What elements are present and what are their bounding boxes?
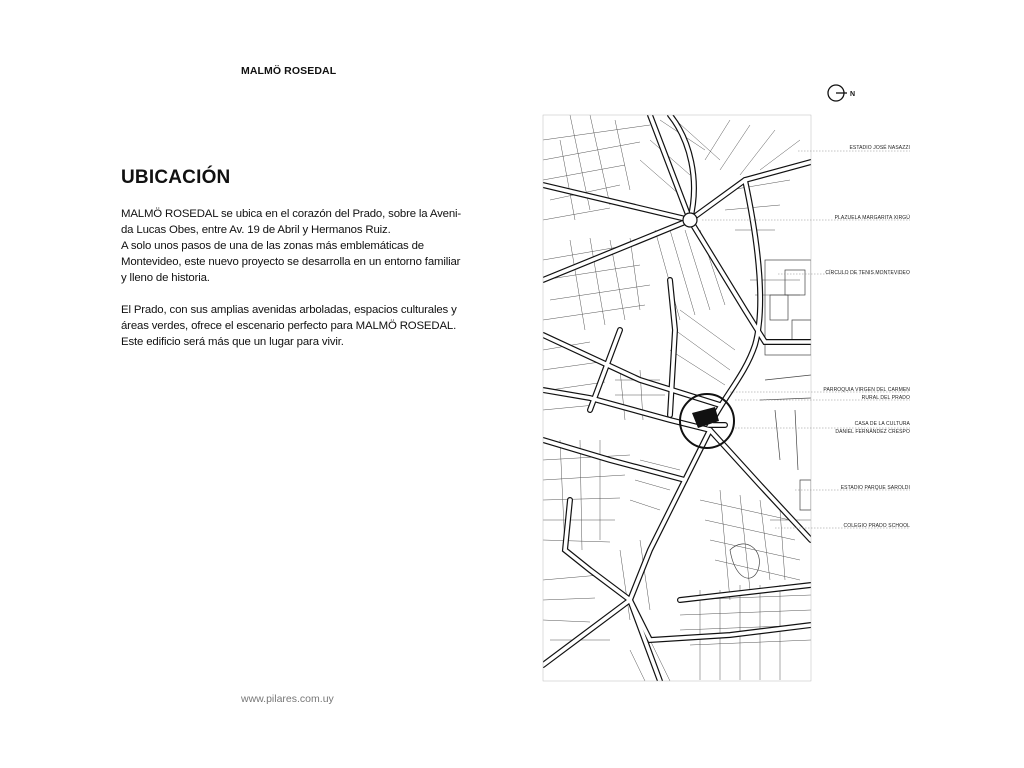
label-plazuela-margarita-xirgu: PLAZUELA MARGARITA XIRGÚ (834, 215, 910, 221)
north-arrow-icon (828, 85, 855, 101)
footer-url: www.pilares.com.uy (241, 693, 334, 705)
label-daniel-fernandez-crespo: DANIEL FERNÁNDEZ CRESPO (835, 429, 910, 435)
label-parroquia-virgen-del-carmen: PARROQUIA VIRGEN DEL CARMEN (823, 387, 910, 393)
label-estadio-nasazzi: ESTADIO JOSÉ NASAZZI (849, 145, 910, 151)
body-line: A solo unos pasos de una de las zonas más emblemáticas de (121, 240, 424, 252)
body-line: Este edificio será más que un lugar para vivir. (121, 336, 344, 348)
label-circulo-tenis-montevideo: CÍRCULO DE TENIS MONTEVIDEO (825, 270, 910, 276)
label-estadio-parque-saroldi: ESTADIO PARQUE SAROLDI (840, 485, 910, 491)
body-line: Montevideo, este nuevo proyecto se desarrolla en un entorno familiar (121, 256, 461, 268)
body-line: áreas verdes, ofrece el escenario perfecto para MALMÖ ROSEDAL. (121, 320, 457, 332)
map-drawing (530, 80, 930, 690)
header-brand: MALMÖ ROSEDAL (241, 65, 337, 77)
body-line: MALMÖ ROSEDAL se ubica en el corazón del Prado, sobre la Aveni- (121, 208, 462, 220)
label-colegio-prado-school: COLEGIO PRADO SCHOOL (843, 523, 910, 529)
map-streets (543, 115, 811, 681)
body-line: y lleno de historia. (121, 272, 210, 284)
map-labels (823, 144, 910, 529)
location-map (530, 80, 930, 690)
label-rural-del-prado: RURAL DEL PRADO (861, 395, 910, 401)
body-line: El Prado, con sus amplias avenidas arboladas, espacios culturales y (121, 304, 457, 316)
body-line: da Lucas Obes, entre Av. 19 de Abril y Hermanos Ruiz. (121, 224, 391, 236)
plazuela-roundabout (683, 213, 697, 227)
label-casa-de-la-cultura: CASA DE LA CULTURA (854, 421, 910, 427)
paragraph-gap (121, 286, 491, 302)
section-title: UBICACIÓN (121, 167, 231, 188)
north-letter: N (850, 91, 856, 98)
body-copy (121, 206, 491, 350)
